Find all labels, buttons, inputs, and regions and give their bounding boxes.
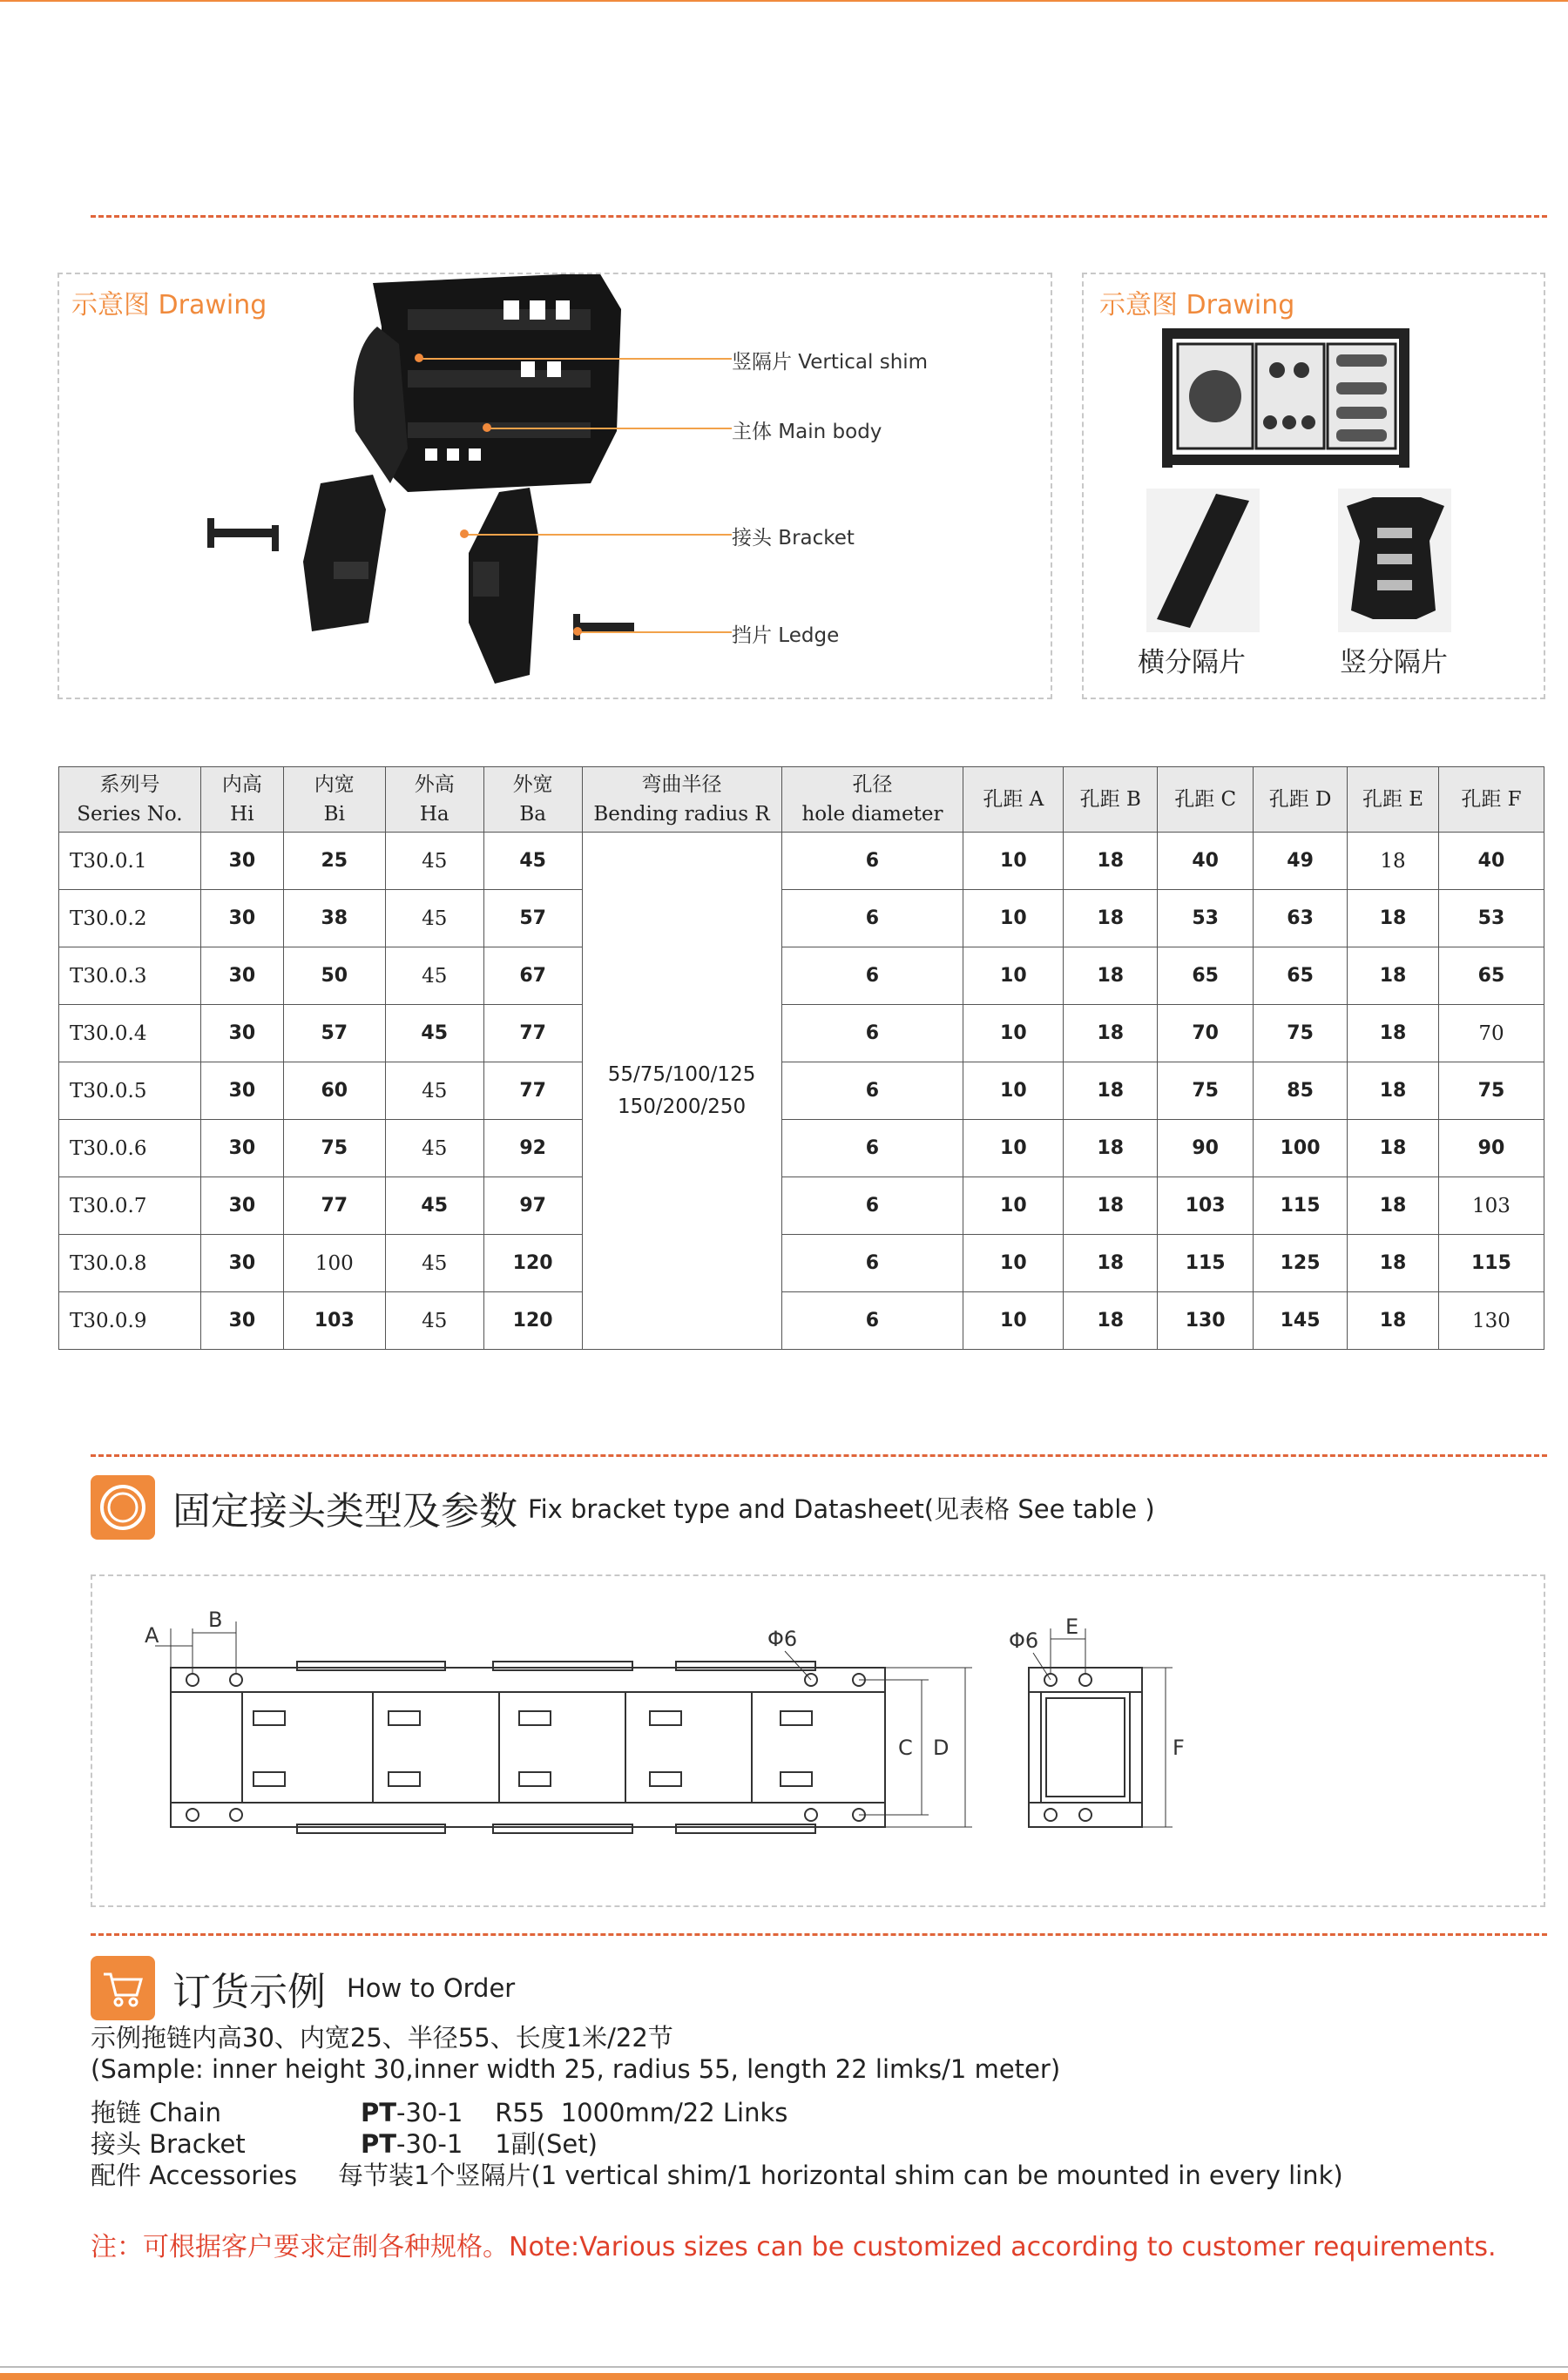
table-cell: 10	[963, 1235, 1064, 1292]
callout-line	[577, 631, 732, 633]
table-cell: 90	[1438, 1120, 1544, 1177]
table-header-row	[59, 767, 1544, 833]
header-line: 孔距 E	[1362, 787, 1424, 811]
table-cell: 18	[1348, 1062, 1439, 1120]
table-cell: 45	[385, 1177, 483, 1235]
table-header-cell	[283, 767, 385, 833]
vertical-shim-label: 竖分隔片	[1340, 647, 1448, 678]
table-cell: 45	[385, 1120, 483, 1177]
table-cell: 60	[283, 1062, 385, 1120]
table-row	[59, 1120, 1544, 1177]
drawing-panel-right	[1082, 273, 1545, 699]
table-cell: 10	[963, 1062, 1064, 1120]
table-cell: 75	[1158, 1062, 1254, 1120]
order-row-code: PT	[361, 2098, 397, 2127]
table-cell: 18	[1064, 1292, 1158, 1350]
table-cell: 130	[1158, 1292, 1254, 1350]
bottom-rule	[0, 2366, 1568, 2368]
header-line: 外宽	[512, 772, 553, 796]
series-cell: T30.0.4	[59, 1005, 201, 1062]
dim-label-c: C	[898, 1736, 913, 1760]
dim-label-d: D	[933, 1736, 950, 1760]
table-cell: 90	[1158, 1120, 1254, 1177]
table-cell: 6	[781, 947, 963, 1005]
horizontal-shim-image	[1146, 489, 1260, 632]
callout-dot	[483, 423, 491, 432]
order-section-header	[91, 1956, 515, 2020]
series-cell: T30.0.7	[59, 1177, 201, 1235]
table-header-cell	[200, 767, 283, 833]
table-cell: 30	[200, 1120, 283, 1177]
table-cell: 18	[1064, 1120, 1158, 1177]
bracket-right-shape	[469, 488, 538, 684]
callout-dot	[460, 529, 469, 538]
table-cell: 65	[1158, 947, 1254, 1005]
radius-line: 55/75/100/125	[607, 1062, 756, 1086]
order-row-rest: -30-1 1副(Set)	[396, 2129, 598, 2159]
table-cell: 45	[483, 833, 582, 890]
table-row	[59, 1292, 1544, 1350]
radius-line: 150/200/250	[617, 1095, 747, 1118]
table-header-cell	[1348, 767, 1439, 833]
table-cell: 18	[1064, 890, 1158, 947]
header-line: 内宽	[314, 772, 355, 796]
series-cell: T30.0.1	[59, 833, 201, 890]
header-line: Bi	[323, 803, 345, 826]
table-cell: 18	[1348, 1177, 1439, 1235]
table-cell: 63	[1254, 890, 1348, 947]
header-line: Ba	[519, 803, 546, 826]
header-line: 弯曲半径	[641, 772, 722, 796]
table-cell: 18	[1348, 1120, 1439, 1177]
table-header-cell	[385, 767, 483, 833]
table-row	[59, 1062, 1544, 1120]
table-cell: 10	[963, 947, 1064, 1005]
table-header-cell	[1438, 767, 1544, 833]
table-cell: 77	[283, 1177, 385, 1235]
table-cell: 18	[1064, 1177, 1158, 1235]
table-cell: 75	[1438, 1062, 1544, 1120]
table-cell: 6	[781, 1120, 963, 1177]
table-cell: 30	[200, 1062, 283, 1120]
order-row-label: 接头 Bracket	[91, 2129, 246, 2159]
table-cell: 120	[483, 1292, 582, 1350]
table-header-cell	[1158, 767, 1254, 833]
table-cell: 6	[781, 1005, 963, 1062]
callout-vertical-shim: 竖隔片 Vertical shim	[732, 351, 929, 374]
table-cell: 100	[283, 1235, 385, 1292]
table-cell: 25	[283, 833, 385, 890]
table-cell: 10	[963, 1005, 1064, 1062]
table-header-cell	[963, 767, 1064, 833]
table-cell: 6	[781, 890, 963, 947]
order-row-label: 拖链 Chain	[91, 2098, 222, 2127]
table-cell: 77	[483, 1005, 582, 1062]
main-body-shape	[354, 274, 621, 492]
series-cell: T30.0.3	[59, 947, 201, 1005]
table-cell: 18	[1064, 1062, 1158, 1120]
order-row-rest: -30-1 R55 1000mm/22 Links	[396, 2098, 788, 2127]
order-row-value	[361, 2097, 787, 2129]
table-cell: 10	[963, 1177, 1064, 1235]
table-cell: 45	[385, 890, 483, 947]
table-cell: 50	[283, 947, 385, 1005]
table-cell: 18	[1064, 1005, 1158, 1062]
bracket-section-title: 固定接头类型及参数	[172, 1489, 517, 1534]
table-cell: 115	[1438, 1235, 1544, 1292]
series-cell: T30.0.2	[59, 890, 201, 947]
bracket-technical-drawing	[92, 1576, 1544, 1905]
custom-note: 注：可根据客户要求定制各种规格。Note:Various sizes can be customized according to customer requirements.	[91, 2232, 1497, 2262]
table-cell: 75	[1254, 1005, 1348, 1062]
callout-ledge: 挡片 Ledge	[732, 624, 840, 647]
table-cell: 18	[1348, 833, 1439, 890]
series-cell: T30.0.8	[59, 1235, 201, 1292]
table-cell: 30	[200, 1235, 283, 1292]
table-cell: 57	[283, 1005, 385, 1062]
header-line: 孔距 A	[983, 787, 1044, 811]
table-row	[59, 1235, 1544, 1292]
table-header-cell	[582, 767, 781, 833]
table-cell: 145	[1254, 1292, 1348, 1350]
order-row-label: 配件 Accessories	[91, 2161, 298, 2190]
table-cell: 18	[1348, 1005, 1439, 1062]
table-cell: 57	[483, 890, 582, 947]
table-header-cell	[1254, 767, 1348, 833]
table-cell: 53	[1158, 890, 1254, 947]
series-cell: T30.0.6	[59, 1120, 201, 1177]
target-icon	[91, 1475, 155, 1540]
header-line: hole diameter	[801, 803, 943, 826]
series-cell: T30.0.5	[59, 1062, 201, 1120]
table-cell: 10	[963, 833, 1064, 890]
header-line: 孔距 D	[1268, 787, 1332, 811]
header-line: 孔距 B	[1079, 787, 1141, 811]
table-header-cell	[59, 767, 201, 833]
table-cell: 49	[1254, 833, 1348, 890]
callout-line	[463, 534, 732, 536]
order-section-subtitle: How to Order	[347, 1973, 516, 2003]
table-cell: 75	[283, 1120, 385, 1177]
order-row-value	[338, 2160, 1343, 2192]
table-cell: 115	[1254, 1177, 1348, 1235]
header-line: 孔径	[852, 772, 893, 796]
callout-dot	[573, 627, 582, 636]
ledge-right-shape	[573, 614, 634, 640]
table-header-cell	[1064, 767, 1158, 833]
header-line: 孔距 F	[1461, 787, 1522, 811]
callout-line	[418, 358, 732, 360]
ledge-left-shape	[207, 518, 279, 551]
header-line: Series No.	[77, 803, 183, 826]
table-cell: 10	[963, 1292, 1064, 1350]
header-line: 内高	[221, 772, 262, 796]
drawing-panel-left	[57, 273, 1052, 699]
order-section-title: 订货示例	[172, 1970, 326, 2014]
table-cell: 6	[781, 1292, 963, 1350]
table-cell: 67	[483, 947, 582, 1005]
panel-title: 示意图 Drawing	[71, 290, 267, 320]
top-accent-line	[0, 0, 1568, 2]
panel-title: 示意图 Drawing	[1099, 290, 1295, 320]
table-cell: 100	[1254, 1120, 1348, 1177]
section-divider	[91, 1933, 1547, 1936]
table-cell: 6	[781, 833, 963, 890]
table-cell: 45	[385, 1062, 483, 1120]
header-line: Ha	[419, 803, 449, 826]
table-cell: 77	[483, 1062, 582, 1120]
table-cell: 10	[963, 1120, 1064, 1177]
table-cell: 30	[200, 1292, 283, 1350]
bending-radius-cell	[582, 833, 781, 1350]
dim-label-a: A	[145, 1623, 159, 1648]
dim-label-phi: Φ6	[767, 1627, 798, 1651]
table-cell: 6	[781, 1177, 963, 1235]
table-header-cell	[781, 767, 963, 833]
table-row	[59, 890, 1544, 947]
header-line: Bending radius R	[593, 803, 770, 826]
spec-table	[58, 766, 1544, 1350]
table-cell: 45	[385, 1005, 483, 1062]
table-row	[59, 1177, 1544, 1235]
table-cell: 18	[1064, 1235, 1158, 1292]
table-cell: 30	[200, 890, 283, 947]
bracket-left-shape	[303, 475, 386, 631]
dim-label-b: B	[208, 1608, 223, 1632]
table-cell: 45	[385, 1235, 483, 1292]
order-row-value	[361, 2128, 598, 2161]
table-cell: 70	[1158, 1005, 1254, 1062]
order-sample-cn: 示例拖链内高30、内宽25、半径55、长度1米/22节	[91, 2023, 673, 2053]
header-line: Hi	[230, 803, 254, 826]
table-cell: 38	[283, 890, 385, 947]
table-cell: 103	[283, 1292, 385, 1350]
table-header-cell	[483, 767, 582, 833]
bracket-section-subtitle: Fix bracket type and Datasheet(见表格 See table )	[528, 1493, 1155, 1524]
cross-section-illustration	[1162, 328, 1415, 476]
table-cell: 30	[200, 1177, 283, 1235]
table-cell: 92	[483, 1120, 582, 1177]
series-cell: T30.0.9	[59, 1292, 201, 1350]
table-cell: 18	[1064, 833, 1158, 890]
order-row-rest: 每节装1个竖隔片(1 vertical shim/1 horizontal shim can be mounted in every link)	[338, 2161, 1343, 2190]
table-cell: 6	[781, 1235, 963, 1292]
table-cell: 6	[781, 1062, 963, 1120]
table-cell: 40	[1438, 833, 1544, 890]
dim-label-e: E	[1065, 1615, 1079, 1639]
order-row-code: PT	[361, 2129, 397, 2159]
header-line: 外高	[414, 772, 455, 796]
table-cell: 30	[200, 1005, 283, 1062]
table-cell: 45	[385, 1292, 483, 1350]
dim-label-phi-side: Φ6	[1009, 1628, 1039, 1653]
table-cell: 18	[1348, 890, 1439, 947]
callout-bracket: 接头 Bracket	[732, 527, 855, 549]
table-cell: 45	[385, 833, 483, 890]
callout-main-body: 主体 Main body	[732, 421, 882, 443]
table-row	[59, 833, 1544, 890]
callout-dot	[415, 354, 423, 362]
table-cell: 53	[1438, 890, 1544, 947]
header-line: 系列号	[99, 772, 160, 796]
table-cell: 10	[963, 890, 1064, 947]
table-cell: 115	[1158, 1235, 1254, 1292]
table-cell: 70	[1438, 1005, 1544, 1062]
table-cell: 45	[385, 947, 483, 1005]
table-cell: 103	[1158, 1177, 1254, 1235]
horizontal-shim-label: 横分隔片	[1138, 647, 1246, 678]
vertical-shim-image	[1338, 489, 1451, 632]
callout-line	[486, 428, 732, 429]
table-cell: 18	[1348, 947, 1439, 1005]
table-cell: 30	[200, 947, 283, 1005]
header-line: 孔距 C	[1174, 787, 1237, 811]
table-cell: 125	[1254, 1235, 1348, 1292]
section-divider	[91, 1454, 1547, 1457]
table-cell: 120	[483, 1235, 582, 1292]
chain-illustration	[146, 274, 634, 684]
table-cell: 18	[1348, 1292, 1439, 1350]
table-cell: 97	[483, 1177, 582, 1235]
table-cell: 18	[1348, 1235, 1439, 1292]
table-row	[59, 947, 1544, 1005]
dim-label-f: F	[1173, 1736, 1185, 1760]
table-cell: 30	[200, 833, 283, 890]
bottom-accent-bar	[0, 2373, 1568, 2380]
bracket-section-header	[91, 1475, 1155, 1540]
table-cell: 103	[1438, 1177, 1544, 1235]
cart-icon	[91, 1956, 155, 2020]
order-sample-en: (Sample: inner height 30,inner width 25, radius 55, length 22 limks/1 meter)	[91, 2054, 1061, 2084]
table-row	[59, 1005, 1544, 1062]
table-cell: 65	[1254, 947, 1348, 1005]
section-divider	[91, 215, 1547, 218]
table-cell: 18	[1064, 947, 1158, 1005]
table-cell: 85	[1254, 1062, 1348, 1120]
table-cell: 40	[1158, 833, 1254, 890]
table-cell: 130	[1438, 1292, 1544, 1350]
table-cell: 65	[1438, 947, 1544, 1005]
bracket-drawing-panel	[91, 1574, 1545, 1907]
